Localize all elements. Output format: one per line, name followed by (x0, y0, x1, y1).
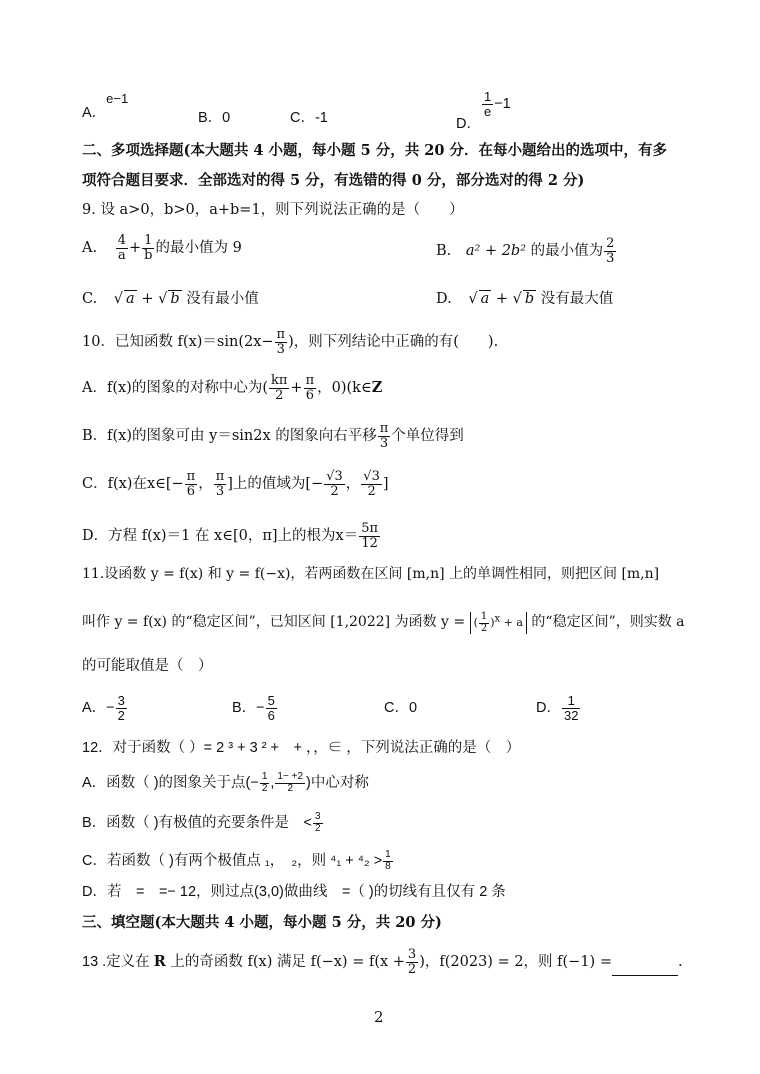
q12-stem: 12．对于函数（ ）= 2 ³ + 3 ² + + ，，∈ ，下列说法正确的是（ ） (82, 740, 521, 756)
q8-option-d: D． $\frac{1}{e}$ −1 (456, 89, 511, 132)
q11-option-a: A．− $\frac{3}{2}$ (82, 693, 125, 723)
q13-line: 13 .定义在 R 上的奇函数 f(x) 满足 f(−x) = f(x + $\frac{3}{2}$ )，f(2023) = 2，则 f(−1) = . (82, 947, 683, 977)
q12-option-a: A．函数（ )的图象关于点(− $\frac{1}{2}$ , $\frac{1- +2}{2}$ )中心对称 (82, 771, 369, 794)
q10-option-d: D．方程 f(x)＝1 在 x∈[0，π]上的根为x＝ $\frac{5\pi}{12}$ (82, 521, 379, 551)
q8-d-label: D． (456, 115, 481, 132)
q9-option-a: A. $\frac{4}{a}$ + $\frac{1}{b}$ 的最小值为 9 (82, 233, 242, 263)
q11-option-d: D． $\frac{1}{32}$ (536, 693, 579, 723)
q9-option-d: D. √ a + √ b 没有最大值 (436, 291, 614, 307)
q11-line3: 的可能取值是（ ） (82, 658, 213, 674)
q10-stem: 10．已知函数 f(x)＝sin(2x− $\frac{\pi}{3}$ )，则下列结论中正确的有( ). (82, 327, 499, 357)
q12-option-d: D．若 = =− 12，则过点(3,0)做曲线 =（ )的切线有且仅有 2 条 (82, 884, 506, 900)
q12-option-b: B．函数（ )有极值的充要条件是 < $\frac{3}{2}$ (82, 811, 321, 834)
q8-option-a (82, 91, 129, 122)
q8-a-value: e−1 (106, 91, 129, 106)
q9-stem: 9. 设 a>0，b>0，a+b=1，则下列说法正确的是（ ） (82, 202, 464, 218)
section2-line2: 项符合题目要求．全部选对的得 5 分，有选错的得 0 分，部分选对的得 2 分) (82, 172, 585, 189)
q8-option-b: B．0 (198, 110, 231, 126)
q11-option-c: C．0 (384, 700, 418, 716)
q10-option-a: A．f(x)的图象的对称中心为( $\frac{k\pi}{2}$ + $\frac{\pi}{6}$ ，0)(k∈Z (82, 373, 383, 403)
q11-line1: 11.设函数 y = f(x) 和 y = f(−x)，若两函数在区间 [m,n] 上的单调性相同，则把区间 [m,n] (82, 566, 660, 582)
q8-a-label: A． (82, 105, 107, 121)
q10-option-b: B．f(x)的图象可由 y＝sin2x 的图象向右平移 $\frac{\pi}{3}$ 个单位得到 (82, 421, 464, 451)
q8-option-c: C．-1 (290, 110, 328, 126)
q9-option-b: B. a² + 2b² 的最小值为 $\frac{2}{3}$ (436, 236, 615, 266)
q11-line2: 叫作 y = f(x) 的“稳定区间”，已知区间 [1,2022] 为函数 y = ( $\frac{1}{2}$ )$^x$ + a 的“稳定区间”，则实数 a (82, 611, 685, 634)
q9-option-c: C. √ a + √ b 没有最小值 (82, 291, 259, 307)
q11-option-b: B．− $\frac{5}{6}$ (232, 693, 275, 723)
q12-option-c: C．若函数（ )有两个极值点 ₁， ₂，则 ⁴₁ + ⁴₂ > $\frac{1}{8}$ (82, 849, 391, 872)
q8-d-fraction: $\frac{1}{e}$ (483, 89, 492, 119)
q10-option-c: C．f(x)在x∈[− $\frac{\pi}{6}$ ， $\frac{\pi}{3}$ ]上的值域为[− $\frac{√3}{2}$ ， $\frac{√3}{2}$ ] (82, 469, 389, 499)
section2-line1: 二、多项选择题(本大题共 4 小题，每小题 5 分，共 20 分．在每小题给出的选项中，有多 (82, 142, 668, 159)
section3-heading: 三、填空题(本大题共 4 小题，每小题 5 分，共 20 分) (82, 914, 442, 931)
page-number: 2 (374, 1008, 384, 1026)
q13-answer-blank (612, 961, 678, 976)
